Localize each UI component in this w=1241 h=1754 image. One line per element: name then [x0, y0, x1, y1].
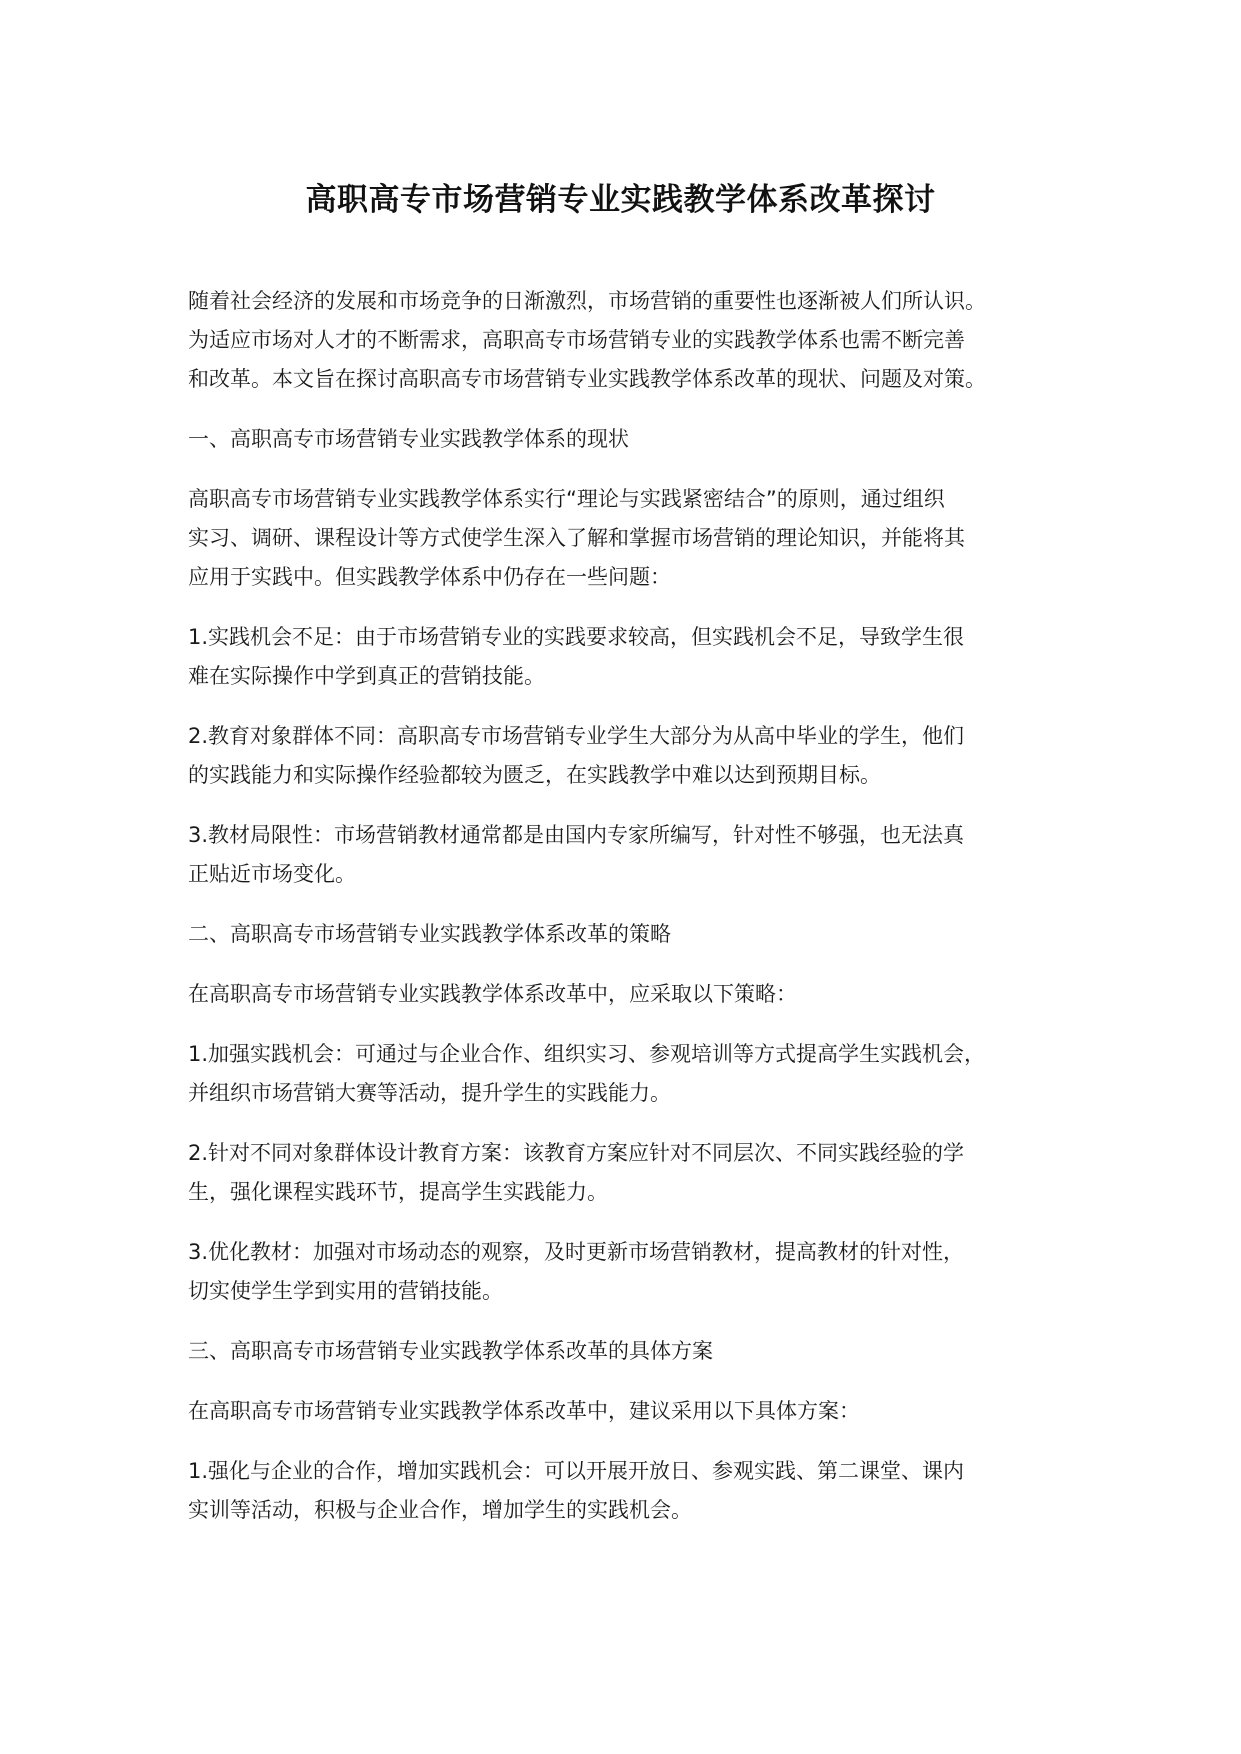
text-line: 3.教材局限性：市场营销教材通常都是由国内专家所编写，针对性不够强，也无法真: [188, 823, 965, 847]
text-line: 1.强化与企业的合作，增加实践机会：可以开展开放日、参观实践、第二课堂、课内: [188, 1459, 965, 1483]
section-1-item-1: [188, 618, 1088, 696]
section-3-item-1: [188, 1452, 1088, 1530]
section-1-paragraph: [188, 480, 1088, 597]
text-line: 在高职高专市场营销专业实践教学体系改革中，建议采用以下具体方案：: [188, 1399, 860, 1423]
section-heading-3: 三、高职高专市场营销专业实践教学体系改革的具体方案: [188, 1339, 713, 1363]
text-line: 正贴近市场变化。: [188, 862, 356, 886]
text-line: 和改革。本文旨在探讨高职高专市场营销专业实践教学体系改革的现状、问题及对策。: [188, 367, 986, 391]
text-line: 在高职高专市场营销专业实践教学体系改革中，应采取以下策略：: [188, 982, 797, 1006]
section-2-paragraph: [188, 975, 1088, 1014]
document-body: [188, 282, 1088, 1551]
section-2-item-1: [188, 1035, 1088, 1113]
text-line: 实训等活动，积极与企业合作，增加学生的实践机会。: [188, 1498, 692, 1522]
text-line: 生，强化课程实践环节，提高学生实践能力。: [188, 1180, 608, 1204]
section-1-item-3: [188, 816, 1088, 894]
text-line: 1.加强实践机会：可通过与企业合作、组织实习、参观培训等方式提高学生实践机会，: [188, 1042, 986, 1066]
section-heading-2: 二、高职高专市场营销专业实践教学体系改革的策略: [188, 922, 671, 946]
text-line: 并组织市场营销大赛等活动，提升学生的实践能力。: [188, 1081, 671, 1105]
text-line: 应用于实践中。但实践教学体系中仍存在一些问题：: [188, 565, 671, 589]
text-line: 为适应市场对人才的不断需求，高职高专市场营销专业的实践教学体系也需不断完善: [188, 328, 965, 352]
section-2-item-3: [188, 1233, 1088, 1311]
text-line: 随着社会经济的发展和市场竞争的日渐激烈，市场营销的重要性也逐渐被人们所认识。: [188, 289, 986, 313]
text-line: 难在实际操作中学到真正的营销技能。: [188, 664, 545, 688]
section-3-paragraph: [188, 1392, 1088, 1431]
text-line: 2.针对不同对象群体设计教育方案：该教育方案应针对不同层次、不同实践经验的学: [188, 1141, 965, 1165]
section-1-item-2: [188, 717, 1088, 795]
section-2-item-2: [188, 1134, 1088, 1212]
text-line: 的实践能力和实际操作经验都较为匮乏，在实践教学中难以达到预期目标。: [188, 763, 881, 787]
intro-paragraph: [188, 282, 1088, 399]
text-line: 1.实践机会不足：由于市场营销专业的实践要求较高，但实践机会不足，导致学生很: [188, 625, 965, 649]
text-line: 实习、调研、课程设计等方式使学生深入了解和掌握市场营销的理论知识，并能将其: [188, 526, 965, 550]
text-line: 切实使学生学到实用的营销技能。: [188, 1279, 503, 1303]
section-heading-1: 一、高职高专市场营销专业实践教学体系的现状: [188, 427, 629, 451]
text-line: 3.优化教材：加强对市场动态的观察，及时更新市场营销教材，提高教材的针对性，: [188, 1240, 965, 1264]
document-title: 高职高专市场营销专业实践教学体系改革探讨: [305, 182, 936, 218]
text-line: 2.教育对象群体不同：高职高专市场营销专业学生大部分为从高中毕业的学生，他们: [188, 724, 965, 748]
text-line: 高职高专市场营销专业实践教学体系实行“理论与实践紧密结合”的原则，通过组织: [188, 487, 945, 511]
